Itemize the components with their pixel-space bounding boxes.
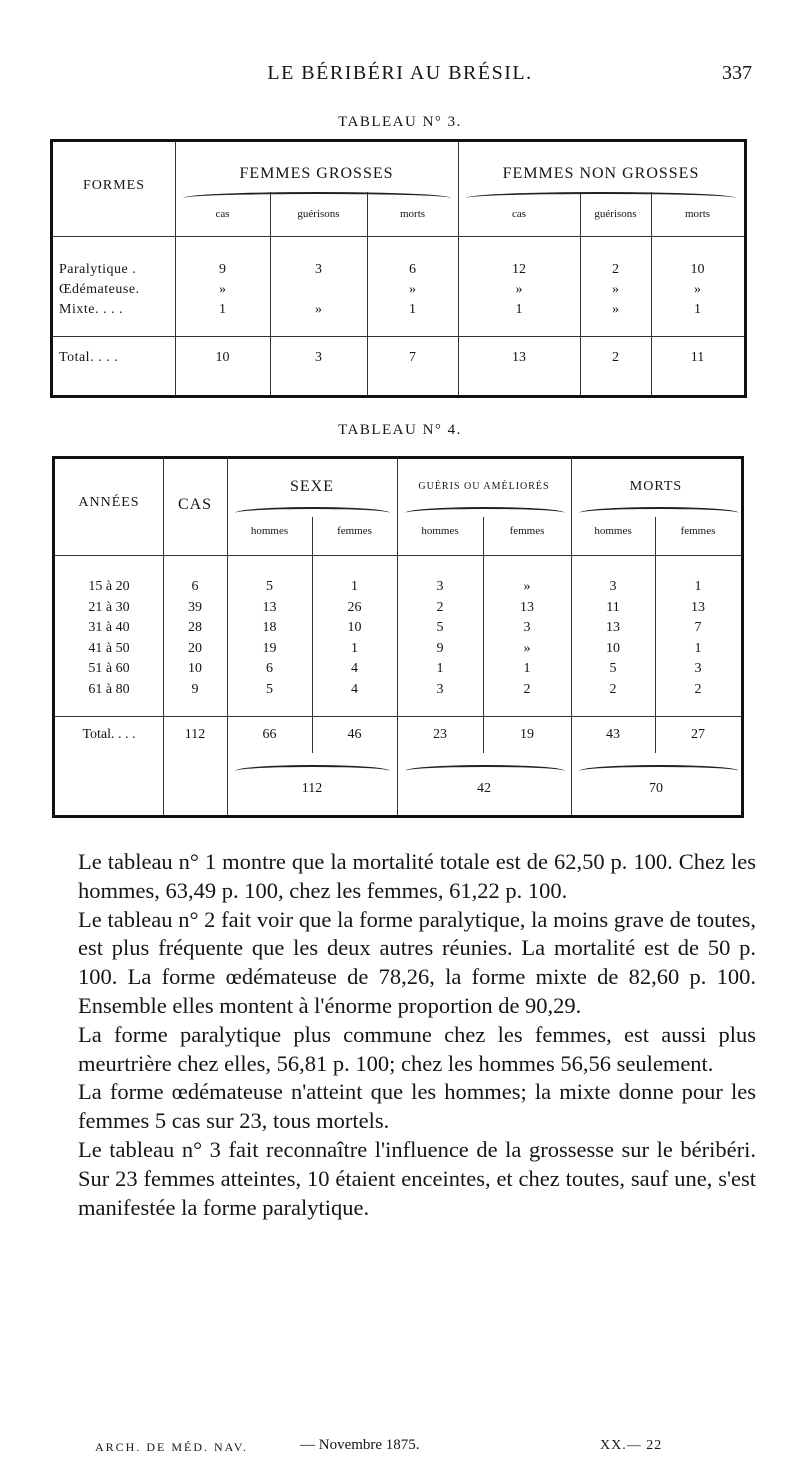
table-cell: 3: [315, 262, 322, 277]
table-cell: 1: [694, 579, 702, 594]
t3-subhead: morts: [399, 208, 426, 220]
table-cell: 3: [609, 579, 617, 594]
t4-subhead: hommes: [421, 525, 459, 537]
table-cell: 1: [351, 640, 358, 656]
table-cell: 2: [609, 681, 617, 697]
table-cell: 20: [188, 640, 202, 656]
t4-row-label: 41 à 50: [88, 640, 130, 656]
table-cell: 1: [219, 302, 226, 317]
table-cell: 10: [188, 661, 202, 676]
t4-header-gueris: GUÉRIS OU AMÉLIORÉS: [418, 481, 550, 492]
t4-subhead: hommes: [250, 525, 289, 537]
table-cell: 6: [266, 661, 273, 676]
table-cell: 1: [694, 302, 701, 317]
grand-total: 42: [477, 781, 491, 796]
table-cell: 28: [188, 620, 202, 635]
t4-row-label: 15 à 20: [88, 579, 130, 594]
table-cell: 7: [694, 620, 702, 635]
paragraph: Le tableau n° 3 fait reconnaître l'influence de la grossesse sur le béribéri. Sur 23 femmes atteintes, 10 étaient enceintes, et chez toutes, sauf une, s'est manifestée la forme paralytique.: [78, 1136, 756, 1220]
table-cell: 43: [606, 727, 620, 742]
body-text: [78, 848, 756, 1222]
table-cell: 13: [262, 599, 277, 615]
paragraph: La forme paralytique plus commune chez les femmes, est aussi plus meurtrière chez elles, 56,81 p. 100; chez les hommes 56,56 seulement.: [78, 1021, 756, 1076]
table-cell: 2: [523, 681, 531, 697]
table-cell: 1: [523, 661, 531, 676]
t3-header-femmes-grosses: FEMMES GROSSES: [239, 165, 394, 182]
table-4: [52, 456, 744, 818]
t4-row-label: 61 à 80: [88, 681, 130, 697]
paragraph: Le tableau n° 2 fait voir que la forme paralytique, la moins grave de toutes, est plus fréquente que les deux autres réunies. La mortalité est de 50 p. 100. La forme œdémateuse de 78,26, la forme mixte de 82,60 p. 100. Ensemble elles montent à l'énorme proportion de 90,29.: [78, 906, 756, 1018]
table-cell: 1: [694, 640, 702, 656]
table-cell: »: [315, 302, 322, 317]
table-cell: 9: [219, 262, 226, 277]
t3-total-label: Total. . . .: [59, 350, 119, 365]
table-cell: 10: [606, 640, 620, 656]
t3-row-label: Œdémateuse.: [59, 282, 140, 297]
t3-subhead: morts: [684, 208, 711, 220]
table-cell: »: [612, 282, 619, 297]
table-cell: 2: [694, 681, 702, 697]
table-cell: 112: [184, 727, 206, 742]
table-cell: 9: [191, 681, 199, 697]
table-cell: 4: [351, 661, 358, 676]
table-cell: 13: [606, 620, 620, 635]
table-cell: 5: [266, 579, 273, 594]
footer-journal: ARCH. DE MÉD. NAV.: [95, 1440, 248, 1454]
footer-signature: XX.— 22: [600, 1438, 663, 1453]
table-cell: 18: [262, 620, 277, 635]
table-cell: 10: [347, 620, 362, 635]
table-cell: »: [612, 302, 619, 317]
table-cell: 7: [409, 350, 416, 365]
t3-header-formes: FORMES: [82, 178, 146, 193]
table-cell: 3: [523, 620, 531, 635]
t4-header-sexe: SEXE: [290, 478, 334, 495]
table-cell: 5: [436, 620, 444, 635]
table-cell: 1: [515, 302, 523, 317]
table-cell: 27: [691, 727, 705, 742]
t4-header-annees: ANNÉES: [78, 495, 140, 510]
table-cell: 11: [690, 350, 705, 365]
table-cell: 4: [351, 681, 358, 697]
page-number: 337: [722, 62, 752, 84]
t3-row-label: Mixte. . . .: [59, 302, 123, 317]
t4-subhead: femmes: [509, 525, 545, 537]
table-cell: 2: [436, 599, 444, 615]
table-cell: 5: [266, 681, 273, 697]
t4-subhead: femmes: [680, 525, 716, 537]
paragraph: Le tableau n° 1 montre que la mortalité totale est de 62,50 p. 100. Chez les hommes, 63,49 p. 100, chez les femmes, 61,22 p. 100.: [78, 849, 756, 903]
table-cell: 3: [694, 661, 702, 676]
table-cell: »: [219, 282, 226, 297]
table-cell: 1: [436, 661, 444, 676]
t3-subhead: guérisons: [594, 208, 637, 220]
table-cell: »: [694, 282, 701, 297]
t4-row-label: 21 à 30: [88, 599, 130, 615]
t4-header-cas: CAS: [177, 496, 213, 513]
table-cell: 66: [262, 727, 277, 742]
paragraph: La forme œdémateuse n'atteint que les hommes; la mixte donne pour les femmes 5 cas sur 23, tous mortels.: [78, 1079, 756, 1134]
t4-row-label: Total. . . .: [82, 727, 136, 742]
table-cell: 19: [520, 727, 534, 742]
table-cell: »: [409, 282, 416, 297]
table-cell: 10: [215, 350, 230, 365]
table-cell: 1: [409, 302, 416, 317]
table-cell: 46: [347, 727, 362, 742]
t4-header-morts: MORTS: [629, 479, 683, 494]
table-cell: »: [523, 640, 531, 656]
table-cell: 13: [520, 599, 534, 615]
t3-header-femmes-non-grosses: FEMMES NON GROSSES: [502, 165, 700, 182]
table-cell: 2: [612, 350, 619, 365]
t4-row-label: 51 à 60: [88, 661, 130, 676]
table-cell: »: [515, 282, 523, 297]
table-3-title: TABLEAU N° 3.: [338, 114, 462, 130]
table-cell: 6: [409, 262, 416, 277]
table-cell: 2: [612, 262, 619, 277]
t3-subhead: cas: [511, 208, 527, 220]
t3-row-label: Paralytique .: [59, 262, 137, 277]
table-4-title: TABLEAU N° 4.: [338, 422, 462, 438]
table-cell: 9: [436, 640, 444, 656]
table-cell: 10: [690, 262, 705, 277]
t4-subhead: hommes: [594, 525, 632, 537]
running-head: LE BÉRIBÉRI AU BRÉSIL.: [267, 62, 533, 84]
t3-subhead: guérisons: [297, 208, 340, 220]
table-cell: 23: [433, 727, 447, 742]
table-cell: 3: [436, 681, 444, 697]
table-3: [50, 139, 747, 398]
table-cell: 13: [691, 599, 705, 615]
t4-row-label: 31 à 40: [88, 620, 130, 635]
table-cell: 3: [436, 579, 444, 594]
t3-subhead: cas: [215, 208, 230, 220]
grand-total: 70: [649, 781, 663, 796]
table-cell: 3: [315, 350, 322, 365]
footer-date: — Novembre 1875.: [300, 1437, 420, 1453]
table-cell: 13: [512, 350, 526, 365]
grand-total: 112: [301, 781, 323, 796]
table-cell: 19: [262, 640, 277, 656]
table-cell: 12: [512, 262, 526, 277]
table-cell: 6: [191, 579, 199, 594]
table-cell: »: [523, 579, 531, 594]
table-cell: 26: [347, 599, 362, 615]
table-cell: 1: [351, 579, 358, 594]
t4-subhead: femmes: [337, 525, 372, 537]
table-cell: 5: [609, 661, 617, 676]
table-cell: 11: [606, 599, 620, 615]
table-cell: 39: [188, 599, 202, 615]
